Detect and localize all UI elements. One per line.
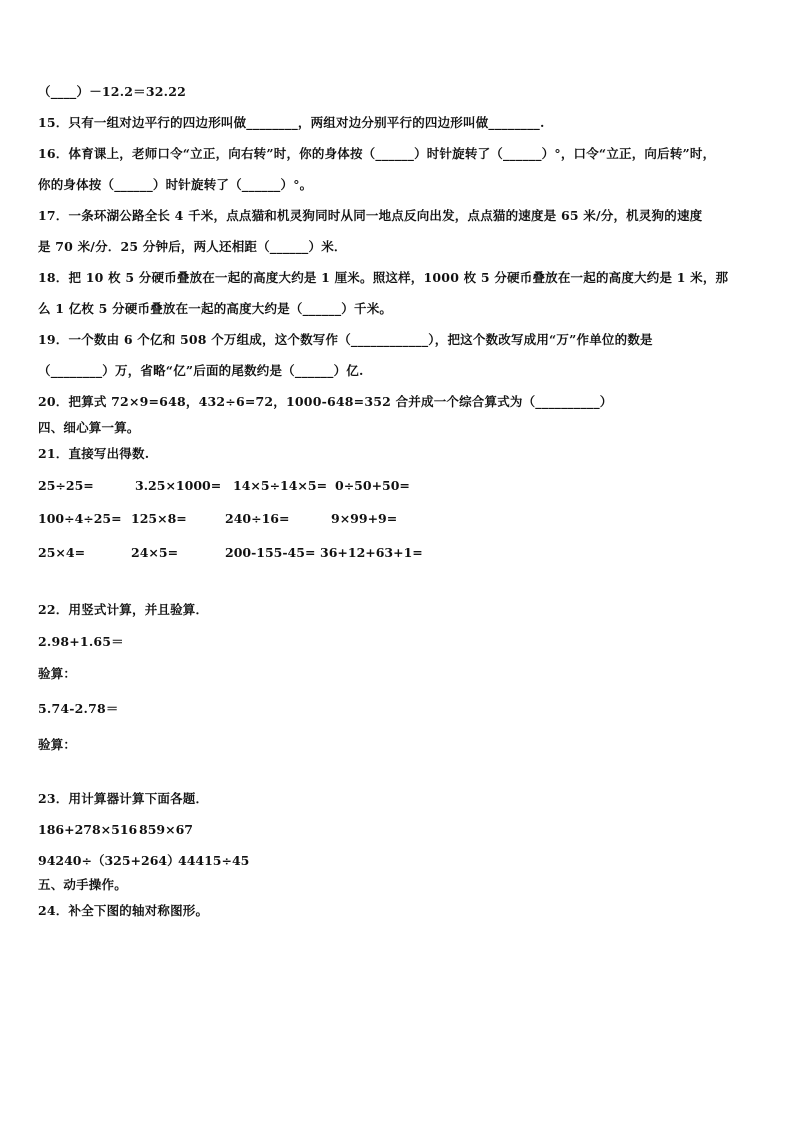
calculator-item: 186+278×516 <box>38 822 138 837</box>
question-19-line2: （________）万，省略“亿”后面的尾数约是（______）亿. <box>38 363 364 378</box>
question-21: 21．直接写出得数. <box>38 446 150 461</box>
question-16-line1: 16．体育课上，老师口令“立正，向右转”时，你的身体按（______）时针旋转了（______）°，口令“立正，向后转”时， <box>38 146 716 161</box>
question-19-line1: 19．一个数由 6 个亿和 508 个万组成，这个数写作（____________），把这个数改写成用“万”作单位的数是 <box>38 332 653 347</box>
question-23: 23．用计算器计算下面各题． <box>38 791 209 806</box>
question-16-line2: 你的身体按（______）时针旋转了（______）°。 <box>38 177 313 192</box>
vertical-calc-1: 2.98+1.65＝ <box>38 634 124 649</box>
calc-item: 3.25×1000= <box>135 478 222 493</box>
calc-item: 25÷25= <box>38 478 94 493</box>
calc-item: 14×5÷14×5= <box>233 478 328 493</box>
calculator-item: 94240÷（325+264） <box>38 853 180 868</box>
question-17-line2: 是 70 米/分．25 分钟后，两人还相距（______）米． <box>38 239 347 254</box>
calc-item: 9×99+9= <box>331 511 398 526</box>
calc-item: 0÷50+50= <box>335 478 410 493</box>
question-15: 15．只有一组对边平行的四边形叫做________，两组对边分别平行的四边形叫做________. <box>38 115 545 130</box>
calc-item: 240÷16= <box>225 511 290 526</box>
check-label-2: 验算： <box>38 737 77 752</box>
section-4-heading: 四、细心算一算。 <box>38 420 140 435</box>
calculator-item: 44415÷45 <box>178 853 250 868</box>
question-20: 20．把算式 72×9=648，432÷6=72，1000-648=352 合并成一个综合算式为（__________） <box>38 394 613 409</box>
vertical-calc-2: 5.74-2.78＝ <box>38 701 119 716</box>
calculator-item: 859×67 <box>139 822 193 837</box>
calc-item: 200-155-45= <box>225 545 316 560</box>
question-24: 24．补全下图的轴对称图形。 <box>38 903 209 918</box>
calc-item: 125×8= <box>131 511 187 526</box>
calc-item: 25×4= <box>38 545 86 560</box>
section-5-heading: 五、动手操作。 <box>38 877 127 892</box>
calc-item: 24×5= <box>131 545 179 560</box>
question-18-line2: 么 1 亿枚 5 分硬币叠放在一起的高度大约是（______）千米。 <box>38 301 393 316</box>
calc-item: 36+12+63+1= <box>320 545 423 560</box>
question-18-line1: 18．把 10 枚 5 分硬币叠放在一起的高度大约是 1 厘米。照这样，1000 枚 5 分硬币叠放在一起的高度大约是 1 米，那 <box>38 270 729 285</box>
check-label-1: 验算： <box>38 666 77 681</box>
question-17-line1: 17．一条环湖公路全长 4 千米，点点猫和机灵狗同时从同一地点反向出发，点点猫的速度是 65 米/分，机灵狗的速度 <box>38 208 703 223</box>
calc-item: 100÷4÷25= <box>38 511 122 526</box>
question-22: 22．用竖式计算，并且验算． <box>38 602 209 617</box>
line-prev-question-tail: （____）－12.2＝32.22 <box>38 84 186 99</box>
